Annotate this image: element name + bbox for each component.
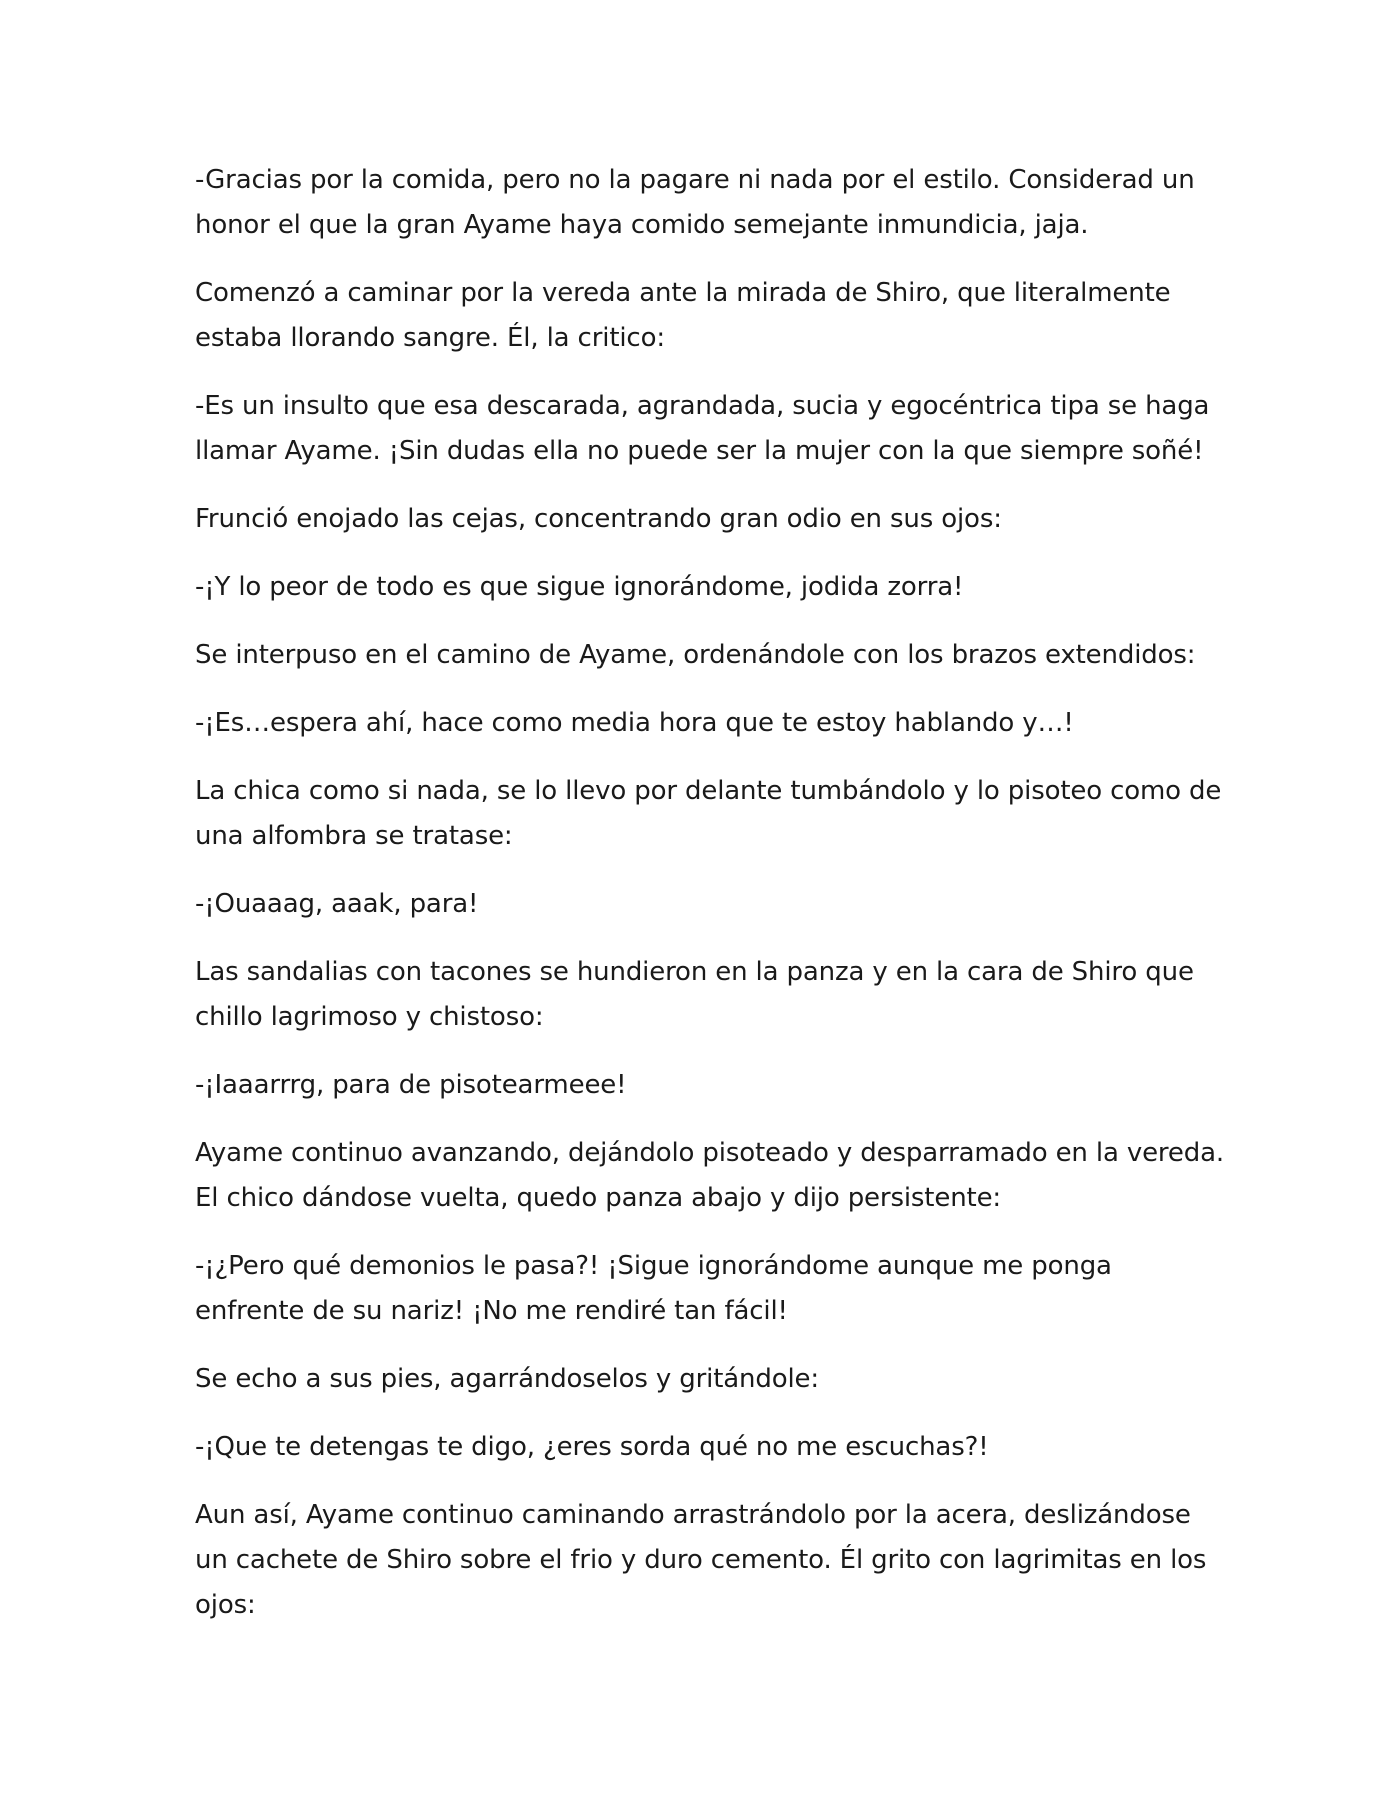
body-text	[195, 158, 1225, 1651]
paragraph: Comenzó a caminar por la vereda ante la mirada de Shiro, que literalmente estaba llorando sangre. Él, la critico:	[195, 278, 1171, 353]
paragraph: La chica como si nada, se lo llevo por delante tumbándolo y lo pisoteo como de una alfombra se tratase:	[195, 776, 1222, 851]
paragraph: -¡Y lo peor de todo es que sigue ignorándome, jodida zorra!	[195, 572, 964, 602]
paragraph: Las sandalias con tacones se hundieron en la panza y en la cara de Shiro que chillo lagrimoso y chistoso:	[195, 957, 1194, 1032]
paragraph: Frunció enojado las cejas, concentrando gran odio en sus ojos:	[195, 504, 1002, 534]
paragraph: -¡Iaaarrrg, para de pisotearmeee!	[195, 1070, 627, 1100]
paragraph: -Es un insulto que esa descarada, agrandada, sucia y egocéntrica tipa se haga llamar Ayame. ¡Sin dudas ella no puede ser la mujer con la que siempre soñé!	[195, 391, 1210, 466]
paragraph: -Gracias por la comida, pero no la pagare ni nada por el estilo. Considerad un honor el que la gran Ayame haya comido semejante inmundicia, jaja.	[195, 165, 1195, 240]
paragraph: -¡Ouaaag, aaak, para!	[195, 889, 479, 919]
paragraph: Ayame continuo avanzando, dejándolo pisoteado y desparramado en la vereda. El chico dándose vuelta, quedo panza abajo y dijo persistente:	[195, 1138, 1224, 1213]
paragraph: -¡Que te detengas te digo, ¿eres sorda qué no me escuchas?!	[195, 1432, 989, 1462]
paragraph: -¡¿Pero qué demonios le pasa?! ¡Sigue ignorándome aunque me ponga enfrente de su nariz! ¡No me rendiré tan fácil!	[195, 1251, 1112, 1326]
paragraph: Se interpuso en el camino de Ayame, ordenándole con los brazos extendidos:	[195, 640, 1196, 670]
paragraph: -¡Es…espera ahí, hace como media hora que te estoy hablando y…!	[195, 708, 1074, 738]
paragraph: Aun así, Ayame continuo caminando arrastrándolo por la acera, deslizándose un cachete de Shiro sobre el frio y duro cemento. Él grito con lagrimitas en los ojos:	[195, 1500, 1207, 1620]
paragraph: Se echo a sus pies, agarrándoselos y gritándole:	[195, 1364, 819, 1394]
